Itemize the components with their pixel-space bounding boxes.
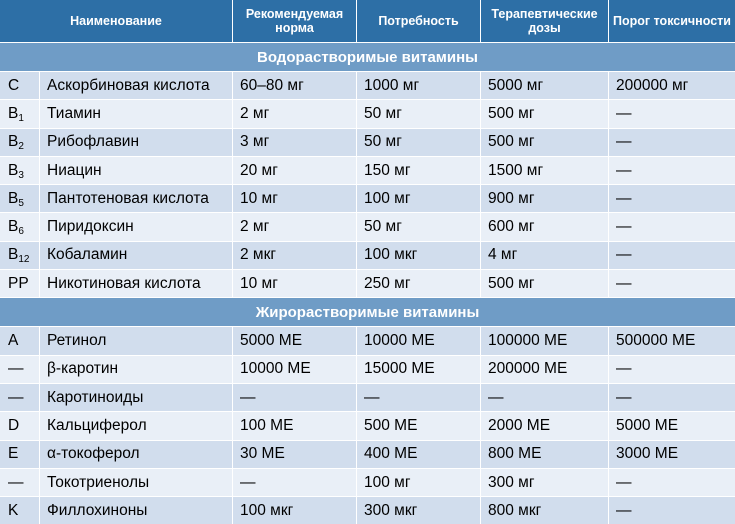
cell-toxicity: — xyxy=(609,496,735,524)
table-row xyxy=(0,241,735,269)
cell-code xyxy=(0,411,40,439)
cell-recommended: 2 мкг xyxy=(233,241,357,269)
vitamin-code: — xyxy=(8,360,24,378)
cell-toxicity: — xyxy=(609,184,735,212)
cell-name: Ниацин xyxy=(40,156,233,184)
cell-therapeutic: 900 мг xyxy=(481,184,609,212)
cell-toxicity: 5000 МЕ xyxy=(609,411,735,439)
cell-need: 150 мг xyxy=(357,156,481,184)
cell-toxicity: 500000 МЕ xyxy=(609,326,735,354)
cell-name: Пантотеновая кислота xyxy=(40,184,233,212)
table-row xyxy=(0,156,735,184)
cell-need: 50 мг xyxy=(357,212,481,240)
cell-code xyxy=(0,99,40,127)
vitamin-code-subscript: 12 xyxy=(18,254,30,266)
cell-therapeutic: 300 мг xyxy=(481,468,609,496)
cell-name: β-каротин xyxy=(40,355,233,383)
cell-toxicity: — xyxy=(609,269,735,297)
cell-code xyxy=(0,128,40,156)
vitamin-code: E xyxy=(8,445,19,463)
table-row xyxy=(0,355,735,383)
vitamin-code-subscript: 5 xyxy=(18,197,24,209)
cell-therapeutic: 800 МЕ xyxy=(481,440,609,468)
cell-toxicity: — xyxy=(609,241,735,269)
cell-need: — xyxy=(357,383,481,411)
table-row xyxy=(0,326,735,354)
table-row xyxy=(0,468,735,496)
cell-name: Никотиновая кислота xyxy=(40,269,233,297)
cell-code xyxy=(0,383,40,411)
cell-recommended: 5000 МЕ xyxy=(233,326,357,354)
vitamin-code: PP xyxy=(8,274,29,292)
cell-need: 500 МЕ xyxy=(357,411,481,439)
cell-code xyxy=(0,241,40,269)
cell-need: 250 мг xyxy=(357,269,481,297)
cell-need: 50 мг xyxy=(357,99,481,127)
vitamin-code: B xyxy=(8,133,19,151)
table-row xyxy=(0,269,735,297)
cell-toxicity: — xyxy=(609,468,735,496)
section-title: Водорастворимые витамины xyxy=(0,42,735,71)
table-header xyxy=(0,0,735,42)
cell-code xyxy=(0,355,40,383)
table-row xyxy=(0,440,735,468)
cell-recommended: 60–80 мг xyxy=(233,71,357,99)
table-row xyxy=(0,411,735,439)
cell-therapeutic: 4 мг xyxy=(481,241,609,269)
cell-therapeutic: — xyxy=(481,383,609,411)
cell-recommended: — xyxy=(233,383,357,411)
cell-recommended: 20 мг xyxy=(233,156,357,184)
cell-need: 10000 МЕ xyxy=(357,326,481,354)
cell-recommended: — xyxy=(233,468,357,496)
cell-recommended: 10 мг xyxy=(233,269,357,297)
cell-code xyxy=(0,496,40,524)
vitamin-code-subscript: 1 xyxy=(18,112,24,124)
cell-recommended: 30 МЕ xyxy=(233,440,357,468)
header-need: Потребность xyxy=(357,0,481,42)
vitamin-code: — xyxy=(8,388,24,406)
cell-code xyxy=(0,156,40,184)
cell-toxicity: — xyxy=(609,212,735,240)
cell-toxicity: — xyxy=(609,128,735,156)
cell-code xyxy=(0,326,40,354)
cell-name: Кобаламин xyxy=(40,241,233,269)
vitamin-code: B xyxy=(8,246,19,264)
vitamin-code: — xyxy=(8,473,24,491)
vitamin-code: K xyxy=(8,501,19,519)
table-row xyxy=(0,99,735,127)
cell-need: 1000 мг xyxy=(357,71,481,99)
vitamin-code: C xyxy=(8,76,20,94)
vitamin-code: B xyxy=(8,104,19,122)
header-row xyxy=(0,0,735,42)
table-row xyxy=(0,212,735,240)
table-body xyxy=(0,42,735,524)
vitamin-code: D xyxy=(8,416,20,434)
header-toxicity: Порог токсичности xyxy=(609,0,735,42)
cell-therapeutic: 100000 МЕ xyxy=(481,326,609,354)
cell-code xyxy=(0,468,40,496)
cell-therapeutic: 5000 мг xyxy=(481,71,609,99)
cell-therapeutic: 800 мкг xyxy=(481,496,609,524)
cell-code xyxy=(0,184,40,212)
cell-recommended: 10000 МЕ xyxy=(233,355,357,383)
cell-need: 100 мкг xyxy=(357,241,481,269)
cell-toxicity: — xyxy=(609,383,735,411)
cell-recommended: 2 мг xyxy=(233,212,357,240)
cell-recommended: 100 мкг xyxy=(233,496,357,524)
cell-need: 100 мг xyxy=(357,468,481,496)
cell-code xyxy=(0,269,40,297)
cell-recommended: 100 МЕ xyxy=(233,411,357,439)
vitamin-code: B xyxy=(8,189,19,207)
cell-need: 300 мкг xyxy=(357,496,481,524)
cell-name: Рибофлавин xyxy=(40,128,233,156)
table-row xyxy=(0,496,735,524)
vitamin-code: B xyxy=(8,161,19,179)
cell-therapeutic: 200000 МЕ xyxy=(481,355,609,383)
cell-name: Токотриенолы xyxy=(40,468,233,496)
vitamin-code: A xyxy=(8,332,19,350)
cell-toxicity: — xyxy=(609,156,735,184)
cell-recommended: 10 мг xyxy=(233,184,357,212)
cell-name: Кальциферол xyxy=(40,411,233,439)
cell-need: 100 мг xyxy=(357,184,481,212)
vitamin-code-subscript: 2 xyxy=(18,141,24,153)
cell-code xyxy=(0,212,40,240)
cell-name: Ретинол xyxy=(40,326,233,354)
table-row xyxy=(0,128,735,156)
cell-need: 400 МЕ xyxy=(357,440,481,468)
cell-recommended: 2 мг xyxy=(233,99,357,127)
cell-toxicity: 3000 МЕ xyxy=(609,440,735,468)
cell-therapeutic: 500 мг xyxy=(481,99,609,127)
cell-name: Пиридоксин xyxy=(40,212,233,240)
cell-need: 50 мг xyxy=(357,128,481,156)
section-title: Жирорастворимые витамины xyxy=(0,297,735,326)
section-header-row xyxy=(0,42,735,71)
cell-recommended: 3 мг xyxy=(233,128,357,156)
section-header-row xyxy=(0,297,735,326)
cell-need: 15000 МЕ xyxy=(357,355,481,383)
vitamin-code-subscript: 6 xyxy=(18,226,24,238)
cell-name: α-токоферол xyxy=(40,440,233,468)
cell-name: Филлохиноны xyxy=(40,496,233,524)
cell-name: Тиамин xyxy=(40,99,233,127)
header-recommended: Рекомендуемая норма xyxy=(233,0,357,42)
cell-therapeutic: 2000 МЕ xyxy=(481,411,609,439)
cell-therapeutic: 600 мг xyxy=(481,212,609,240)
cell-toxicity: — xyxy=(609,99,735,127)
cell-therapeutic: 500 мг xyxy=(481,269,609,297)
cell-therapeutic: 1500 мг xyxy=(481,156,609,184)
cell-toxicity: — xyxy=(609,355,735,383)
cell-code xyxy=(0,71,40,99)
cell-toxicity: 200000 мг xyxy=(609,71,735,99)
table-row xyxy=(0,184,735,212)
table-row xyxy=(0,71,735,99)
vitamin-code-subscript: 3 xyxy=(18,169,24,181)
cell-name: Каротиноиды xyxy=(40,383,233,411)
cell-name: Аскорбиновая кислота xyxy=(40,71,233,99)
table-row xyxy=(0,383,735,411)
vitamin-code: B xyxy=(8,218,19,236)
header-name: Наименование xyxy=(0,0,233,42)
header-therapeutic: Терапевтические дозы xyxy=(481,0,609,42)
cell-therapeutic: 500 мг xyxy=(481,128,609,156)
cell-code xyxy=(0,440,40,468)
